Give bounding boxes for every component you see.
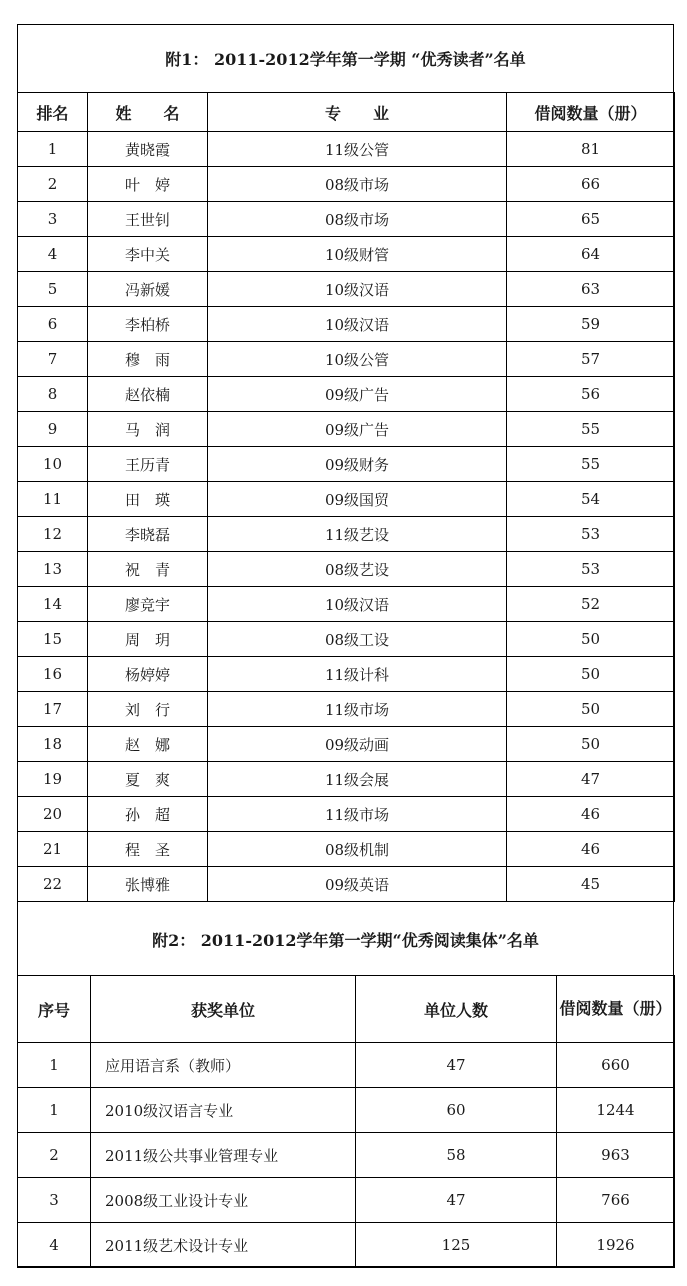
table-row — [18, 377, 675, 412]
major-cell: 09级国贸 — [208, 482, 507, 517]
name-cell: 张博雅 — [88, 867, 208, 902]
rank-cell: 14 — [18, 587, 88, 622]
major-cell: 11级市场 — [208, 692, 507, 727]
group-count-cell: 660 — [557, 1043, 675, 1088]
count-cell: 55 — [507, 412, 675, 447]
rank-cell: 7 — [18, 342, 88, 377]
name-cell: 祝 青 — [88, 552, 208, 587]
name-cell: 马 润 — [88, 412, 208, 447]
seq-cell: 1 — [18, 1043, 91, 1088]
unit-cell: 2010级汉语言专业 — [91, 1088, 356, 1133]
count-cell: 53 — [507, 517, 675, 552]
rank-cell: 20 — [18, 797, 88, 832]
major-cell: 10级公管 — [208, 342, 507, 377]
major-cell: 08级市场 — [208, 167, 507, 202]
name-cell: 程 圣 — [88, 832, 208, 867]
header-count: 借阅数量（册） — [507, 93, 675, 132]
group-count-cell: 766 — [557, 1178, 675, 1223]
rank-cell: 4 — [18, 237, 88, 272]
table-row — [18, 1223, 675, 1268]
table-row — [18, 657, 675, 692]
unit-cell: 2008级工业设计专业 — [91, 1178, 356, 1223]
name-cell: 孙 超 — [88, 797, 208, 832]
table-row — [18, 1043, 675, 1088]
table-row — [18, 552, 675, 587]
header-unit: 获奖单位 — [91, 976, 356, 1043]
table-row — [18, 587, 675, 622]
count-cell: 65 — [507, 202, 675, 237]
rank-cell: 1 — [18, 132, 88, 167]
major-cell: 10级财管 — [208, 237, 507, 272]
table-row — [18, 797, 675, 832]
rank-cell: 17 — [18, 692, 88, 727]
rank-cell: 9 — [18, 412, 88, 447]
major-cell: 08级工设 — [208, 622, 507, 657]
excellent-groups-table — [17, 975, 675, 1268]
table2-header-row — [18, 976, 675, 1043]
count-cell: 81 — [507, 132, 675, 167]
table-row — [18, 202, 675, 237]
major-cell: 11级艺设 — [208, 517, 507, 552]
count-cell: 47 — [507, 762, 675, 797]
rank-cell: 8 — [18, 377, 88, 412]
count-cell: 46 — [507, 797, 675, 832]
header-people: 单位人数 — [356, 976, 557, 1043]
people-cell: 60 — [356, 1088, 557, 1133]
table-row — [18, 237, 675, 272]
table-row — [18, 727, 675, 762]
count-cell: 63 — [507, 272, 675, 307]
name-cell: 李晓磊 — [88, 517, 208, 552]
group-count-cell: 1244 — [557, 1088, 675, 1133]
unit-cell: 2011级公共事业管理专业 — [91, 1133, 356, 1178]
name-cell: 李柏桥 — [88, 307, 208, 342]
rank-cell: 16 — [18, 657, 88, 692]
name-cell: 赵依楠 — [88, 377, 208, 412]
major-cell: 08级机制 — [208, 832, 507, 867]
count-cell: 59 — [507, 307, 675, 342]
count-cell: 57 — [507, 342, 675, 377]
seq-cell: 4 — [18, 1223, 91, 1268]
seq-cell: 2 — [18, 1133, 91, 1178]
name-cell: 穆 雨 — [88, 342, 208, 377]
major-cell: 11级会展 — [208, 762, 507, 797]
major-cell: 09级广告 — [208, 377, 507, 412]
count-cell: 56 — [507, 377, 675, 412]
major-cell: 11级公管 — [208, 132, 507, 167]
table-row — [18, 307, 675, 342]
seq-cell: 3 — [18, 1178, 91, 1223]
rank-cell: 15 — [18, 622, 88, 657]
excellent-readers-table — [17, 92, 675, 902]
rank-cell: 5 — [18, 272, 88, 307]
table-row — [18, 167, 675, 202]
major-cell: 11级计科 — [208, 657, 507, 692]
major-cell: 09级广告 — [208, 412, 507, 447]
rank-cell: 3 — [18, 202, 88, 237]
table-row — [18, 622, 675, 657]
count-cell: 55 — [507, 447, 675, 482]
rank-cell: 21 — [18, 832, 88, 867]
table-row — [18, 762, 675, 797]
major-cell: 10级汉语 — [208, 587, 507, 622]
unit-cell: 应用语言系（教师） — [91, 1043, 356, 1088]
table2-caption: 附2： 2011-2012学年第一学期“优秀阅读集体”名单 — [152, 931, 539, 950]
count-cell: 50 — [507, 727, 675, 762]
header-name: 姓 名 — [88, 93, 208, 132]
name-cell: 王历青 — [88, 447, 208, 482]
count-cell: 50 — [507, 657, 675, 692]
major-cell: 10级汉语 — [208, 307, 507, 342]
name-cell: 刘 行 — [88, 692, 208, 727]
group-count-cell: 1926 — [557, 1223, 675, 1268]
name-cell: 廖竞宇 — [88, 587, 208, 622]
table-row — [18, 692, 675, 727]
document-sheet — [17, 24, 674, 1267]
major-cell: 08级市场 — [208, 202, 507, 237]
count-cell: 50 — [507, 692, 675, 727]
table-row — [18, 1133, 675, 1178]
group-count-cell: 963 — [557, 1133, 675, 1178]
major-cell: 11级市场 — [208, 797, 507, 832]
rank-cell: 13 — [18, 552, 88, 587]
name-cell: 叶 婷 — [88, 167, 208, 202]
people-cell: 125 — [356, 1223, 557, 1268]
people-cell: 47 — [356, 1178, 557, 1223]
table-row — [18, 482, 675, 517]
count-cell: 66 — [507, 167, 675, 202]
table-row — [18, 412, 675, 447]
table1-caption: 附1： 2011-2012学年第一学期 “优秀读者”名单 — [165, 50, 526, 69]
major-cell: 09级英语 — [208, 867, 507, 902]
table-row — [18, 342, 675, 377]
header-seq: 序号 — [18, 976, 91, 1043]
name-cell: 李中关 — [88, 237, 208, 272]
header-major: 专 业 — [208, 93, 507, 132]
table-row — [18, 517, 675, 552]
count-cell: 50 — [507, 622, 675, 657]
header-group-count: 借阅数量（册） — [557, 976, 675, 1043]
major-cell: 10级汉语 — [208, 272, 507, 307]
rank-cell: 19 — [18, 762, 88, 797]
name-cell: 周 玥 — [88, 622, 208, 657]
name-cell: 黄晓霞 — [88, 132, 208, 167]
table1-body — [18, 132, 675, 902]
name-cell: 夏 爽 — [88, 762, 208, 797]
unit-cell: 2011级艺术设计专业 — [91, 1223, 356, 1268]
rank-cell: 12 — [18, 517, 88, 552]
table-row — [18, 1178, 675, 1223]
rank-cell: 6 — [18, 307, 88, 342]
count-cell: 52 — [507, 587, 675, 622]
count-cell: 53 — [507, 552, 675, 587]
table-row — [18, 447, 675, 482]
name-cell: 田 瑛 — [88, 482, 208, 517]
table1-header-row — [18, 93, 675, 132]
header-rank: 排名 — [18, 93, 88, 132]
rank-cell: 18 — [18, 727, 88, 762]
major-cell: 09级财务 — [208, 447, 507, 482]
rank-cell: 11 — [18, 482, 88, 517]
rank-cell: 10 — [18, 447, 88, 482]
name-cell: 王世钊 — [88, 202, 208, 237]
table-row — [18, 1088, 675, 1133]
table-row — [18, 132, 675, 167]
count-cell: 46 — [507, 832, 675, 867]
count-cell: 64 — [507, 237, 675, 272]
table-row — [18, 867, 675, 902]
table-row — [18, 832, 675, 867]
table-row — [18, 272, 675, 307]
rank-cell: 2 — [18, 167, 88, 202]
name-cell: 杨婷婷 — [88, 657, 208, 692]
name-cell: 赵 娜 — [88, 727, 208, 762]
count-cell: 54 — [507, 482, 675, 517]
major-cell: 08级艺设 — [208, 552, 507, 587]
people-cell: 47 — [356, 1043, 557, 1088]
count-cell: 45 — [507, 867, 675, 902]
name-cell: 冯新媛 — [88, 272, 208, 307]
table2-body — [18, 1043, 675, 1268]
rank-cell: 22 — [18, 867, 88, 902]
people-cell: 58 — [356, 1133, 557, 1178]
seq-cell: 1 — [18, 1088, 91, 1133]
major-cell: 09级动画 — [208, 727, 507, 762]
